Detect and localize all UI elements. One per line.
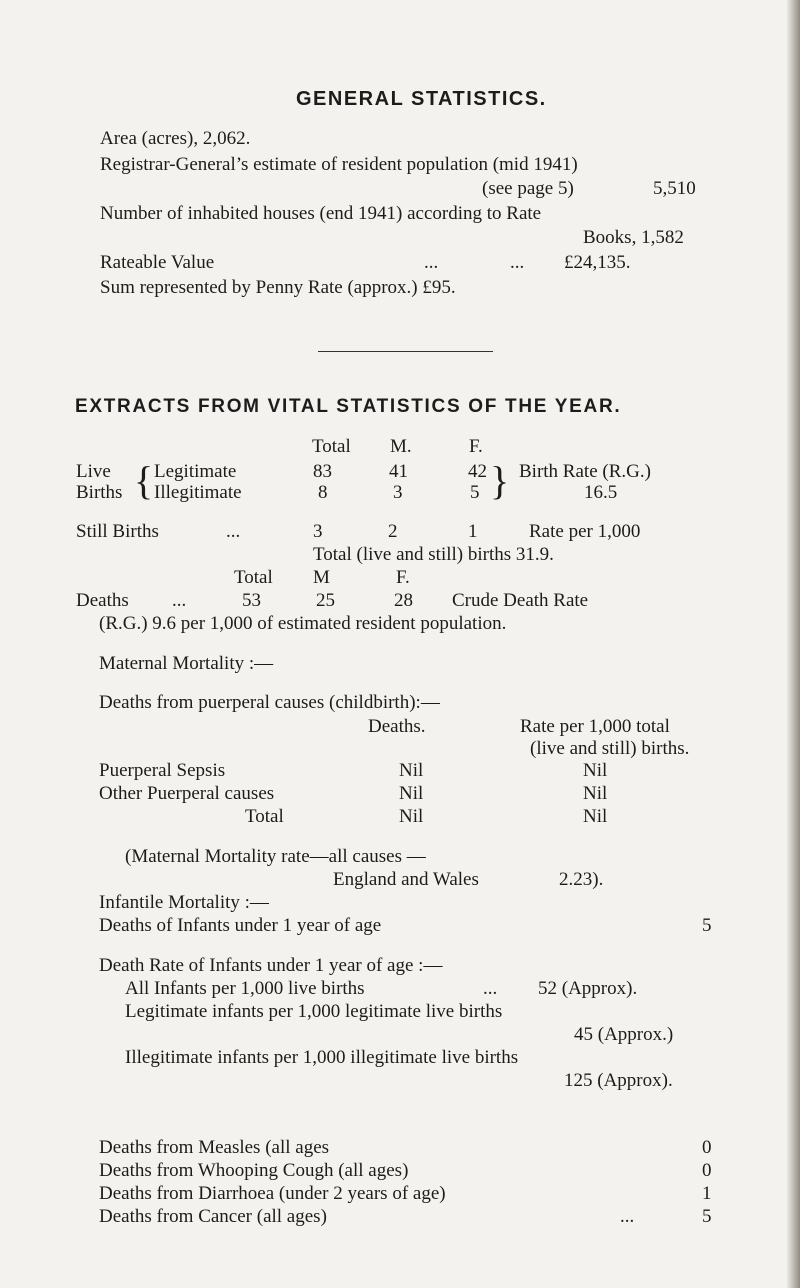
other-puerperal-label: Other Puerperal causes bbox=[99, 783, 275, 804]
maternal-total-label: Total bbox=[245, 806, 284, 827]
whooping-cough-deaths-label: Deaths from Whooping Cough (all ages) bbox=[99, 1160, 409, 1181]
illegitimate-infants-value: 125 (Approx). bbox=[564, 1070, 673, 1091]
all-causes-line-1: (Maternal Mortality rate—all causes — bbox=[125, 846, 426, 867]
still-births-total: 3 bbox=[313, 521, 323, 542]
maternal-total-rate: Nil bbox=[583, 806, 608, 827]
section-divider bbox=[318, 351, 493, 352]
infant-deaths-value: 5 bbox=[702, 915, 712, 936]
rateable-value: £24,135. bbox=[564, 252, 631, 273]
puerperal-heading: Deaths from puerperal causes (childbirth):— bbox=[99, 692, 440, 713]
still-births-dots: ... bbox=[226, 521, 241, 542]
legitimate-m: 41 bbox=[389, 461, 408, 482]
rateable-label: Rateable Value bbox=[100, 252, 215, 273]
right-brace: } bbox=[490, 458, 510, 503]
all-infants-label: All Infants per 1,000 live births bbox=[125, 978, 365, 999]
deaths-f: 28 bbox=[394, 590, 413, 611]
infant-deaths-label: Deaths of Infants under 1 year of age bbox=[99, 915, 382, 936]
houses-line-1: Number of inhabited houses (end 1941) according to Rate bbox=[100, 203, 542, 224]
illegitimate-m: 3 bbox=[393, 482, 403, 503]
cancer-deaths-dots: ... bbox=[620, 1206, 635, 1227]
puerperal-sepsis-rate: Nil bbox=[583, 760, 608, 781]
live-label: Live bbox=[76, 461, 111, 482]
measles-deaths-value: 0 bbox=[702, 1137, 712, 1158]
cancer-deaths-value: 5 bbox=[702, 1206, 712, 1227]
rateable-dots-2: ... bbox=[510, 252, 525, 273]
deaths-header-m: M bbox=[313, 567, 330, 588]
column-rate-1: Rate per 1,000 total bbox=[520, 716, 670, 737]
all-infants-dots: ... bbox=[483, 978, 498, 999]
still-births-f: 1 bbox=[468, 521, 478, 542]
area-line: Area (acres), 2,062. bbox=[100, 128, 251, 149]
other-puerperal-rate: Nil bbox=[583, 783, 608, 804]
column-rate-2: (live and still) births. bbox=[530, 738, 690, 759]
column-deaths: Deaths. bbox=[368, 716, 426, 737]
vital-statistics-heading: EXTRACTS FROM VITAL STATISTICS OF THE YEAR. bbox=[75, 396, 622, 417]
legitimate-infants-value: 45 (Approx.) bbox=[574, 1024, 674, 1045]
rateable-dots-1: ... bbox=[424, 252, 439, 273]
page-title: GENERAL STATISTICS. bbox=[296, 88, 547, 110]
deaths-total: 53 bbox=[242, 590, 261, 611]
crude-death-rate-label: Crude Death Rate bbox=[452, 590, 589, 611]
all-causes-value: 2.23). bbox=[559, 869, 604, 890]
illegitimate-f: 5 bbox=[470, 482, 480, 503]
header-m: M. bbox=[390, 436, 412, 457]
maternal-total-deaths: Nil bbox=[399, 806, 424, 827]
deaths-header-total: Total bbox=[234, 567, 273, 588]
still-births-label: Still Births bbox=[76, 521, 159, 542]
still-births-m: 2 bbox=[388, 521, 398, 542]
illegitimate-total: 8 bbox=[318, 482, 328, 503]
deaths-dots: ... bbox=[172, 590, 187, 611]
still-births-rate-label: Rate per 1,000 bbox=[529, 521, 641, 542]
all-infants-value: 52 (Approx). bbox=[538, 978, 638, 999]
whooping-cough-deaths-value: 0 bbox=[702, 1160, 712, 1181]
puerperal-sepsis-label: Puerperal Sepsis bbox=[99, 760, 226, 781]
infantile-mortality-heading: Infantile Mortality :— bbox=[99, 892, 269, 913]
other-puerperal-deaths: Nil bbox=[399, 783, 424, 804]
estimate-value: 5,510 bbox=[653, 178, 696, 199]
birth-rate-label: Birth Rate (R.G.) bbox=[519, 461, 651, 482]
left-brace: { bbox=[134, 458, 154, 503]
infant-rate-heading: Death Rate of Infants under 1 year of age :— bbox=[99, 955, 443, 976]
legitimate-label: Legitimate bbox=[154, 461, 237, 482]
legitimate-total: 83 bbox=[313, 461, 332, 482]
puerperal-sepsis-deaths: Nil bbox=[399, 760, 424, 781]
maternal-mortality-heading: Maternal Mortality :— bbox=[99, 653, 274, 674]
deaths-label: Deaths bbox=[76, 590, 129, 611]
penny-rate-line: Sum represented by Penny Rate (approx.) £95. bbox=[100, 277, 456, 298]
birth-rate-value: 16.5 bbox=[584, 482, 618, 503]
deaths-header-f: F. bbox=[396, 567, 410, 588]
legitimate-f: 42 bbox=[468, 461, 487, 482]
diarrhoea-deaths-value: 1 bbox=[702, 1183, 712, 1204]
illegitimate-label: Illegitimate bbox=[154, 482, 242, 503]
total-births-line: Total (live and still) births 31.9. bbox=[313, 544, 554, 565]
estimate-line-2: (see page 5) bbox=[482, 178, 574, 199]
houses-line-2: Books, 1,582 bbox=[583, 227, 684, 248]
measles-deaths-label: Deaths from Measles (all ages bbox=[99, 1137, 330, 1158]
cancer-deaths-label: Deaths from Cancer (all ages) bbox=[99, 1206, 327, 1227]
page-edge-shadow bbox=[786, 0, 800, 1288]
deaths-m: 25 bbox=[316, 590, 335, 611]
header-total: Total bbox=[312, 436, 351, 457]
crude-death-rate-line: (R.G.) 9.6 per 1,000 of estimated resident population. bbox=[99, 613, 507, 634]
estimate-line-1: Registrar-General’s estimate of resident population (mid 1941) bbox=[100, 154, 578, 175]
births-label: Births bbox=[76, 482, 123, 503]
diarrhoea-deaths-label: Deaths from Diarrhoea (under 2 years of age) bbox=[99, 1183, 446, 1204]
header-f: F. bbox=[469, 436, 483, 457]
illegitimate-infants-label: Illegitimate infants per 1,000 illegitimate live births bbox=[125, 1047, 519, 1068]
all-causes-line-2: England and Wales bbox=[333, 869, 479, 890]
legitimate-infants-label: Legitimate infants per 1,000 legitimate live births bbox=[125, 1001, 503, 1022]
